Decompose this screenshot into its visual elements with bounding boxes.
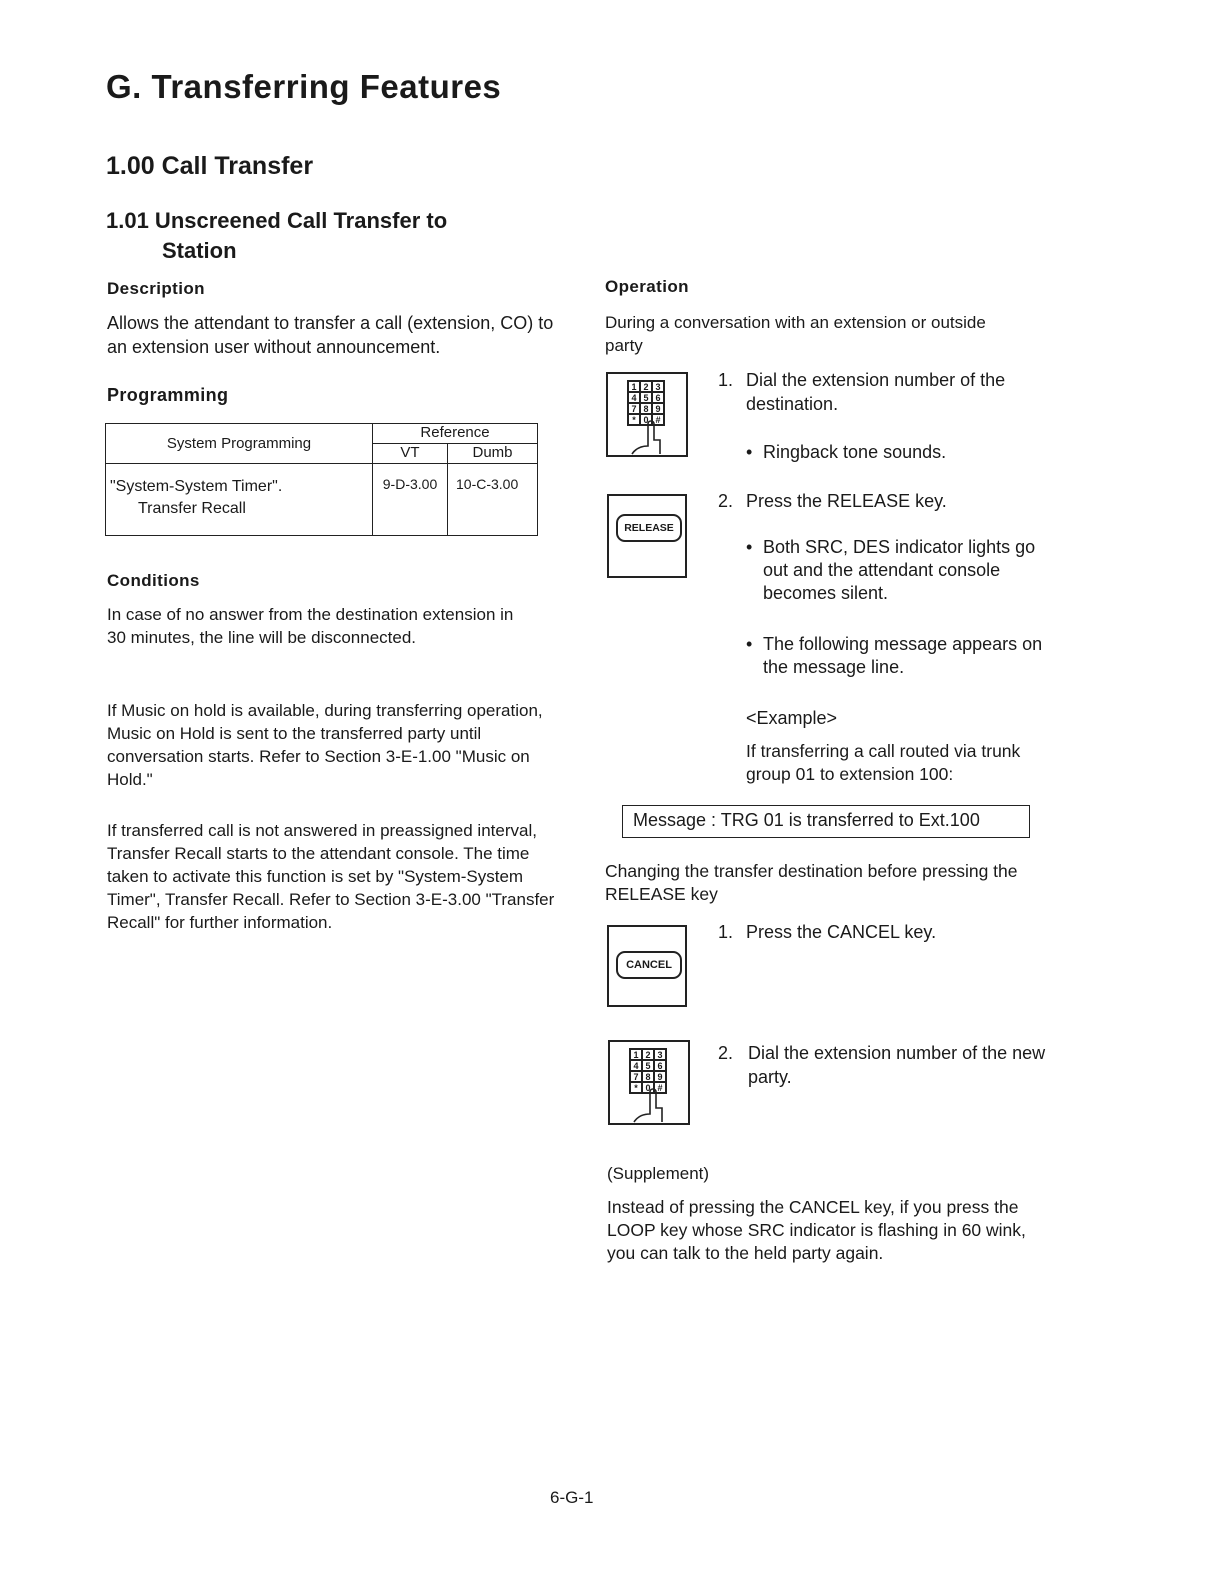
cancel-step1-text: Press the CANCEL key. bbox=[746, 922, 937, 942]
keypad-grid-2: 1 2 3 4 5 6 7 8 9 * 0 # bbox=[629, 1048, 667, 1094]
example-label: <Example> bbox=[746, 708, 838, 728]
subsection-heading-line1: 1.01 Unscreened Call Transfer to bbox=[106, 208, 448, 233]
keypad-grid: 1 2 3 4 5 6 7 8 9 * 0 # bbox=[627, 380, 665, 426]
operation-heading: Operation bbox=[605, 277, 689, 296]
supplement-label: (Supplement) bbox=[607, 1164, 710, 1183]
step2-bullet2-marker: • bbox=[746, 634, 753, 654]
table-cell-vt: 9-D-3.00 bbox=[373, 464, 448, 536]
conditions-p1: In case of no answer from the destination extension in 30 minutes, the line will be disconnected. bbox=[107, 605, 514, 647]
subsection-heading-line2: Station bbox=[162, 238, 237, 263]
release-key-icon bbox=[607, 494, 687, 578]
table-header-vt: VT bbox=[373, 444, 448, 464]
release-key-label: RELEASE bbox=[616, 514, 682, 542]
section-heading: 1.00 Call Transfer bbox=[106, 152, 314, 180]
cancel-step1-number: 1. bbox=[718, 922, 734, 942]
step2-bullet2: The following message appears on the message line. bbox=[763, 634, 1043, 677]
conditions-p2: If Music on hold is available, during transferring operation, Music on Hold is sent to the transferred party until conversation starts. Refer to Section 3-E-1.00 "Music on Hold." bbox=[107, 701, 543, 789]
table-header-system: System Programming bbox=[106, 424, 373, 464]
step1-number: 1. bbox=[718, 370, 734, 390]
programming-table bbox=[105, 423, 538, 536]
page-title: G. Transferring Features bbox=[106, 68, 502, 105]
message-display: Message : TRG 01 is transferred to Ext.100 bbox=[622, 805, 1030, 838]
step1-text: Dial the extension number of the destination. bbox=[746, 370, 1006, 414]
step2-bullet1: Both SRC, DES indicator lights go out and the attendant console becomes silent. bbox=[763, 537, 1036, 603]
example-text: If transferring a call routed via trunk group 01 to extension 100: bbox=[746, 741, 1021, 784]
table-header-dumb: Dumb bbox=[448, 444, 538, 464]
cancel-key-label: CANCEL bbox=[616, 951, 682, 979]
changing-intro: Changing the transfer destination before pressing the RELEASE key bbox=[605, 861, 1018, 904]
conditions-p3: If transferred call is not answered in preassigned interval, Transfer Recall starts to the attendant console. The time taken to activate this function is set by "System-System Timer", Transfer Recall. Refer to Section 3-E-3.00 "Transfer Recall" for further information. bbox=[107, 821, 555, 932]
step2-text: Press the RELEASE key. bbox=[746, 491, 947, 511]
table-row-label: "System-System Timer". Transfer Recall bbox=[106, 464, 373, 536]
supplement-text: Instead of pressing the CANCEL key, if you press the LOOP key whose SRC indicator is flashing in 60 wink, you can talk to the held party again. bbox=[607, 1197, 1026, 1263]
keypad-icon bbox=[606, 372, 688, 457]
pointing-finger-icon-2 bbox=[628, 1086, 678, 1124]
page-number: 6-G-1 bbox=[550, 1488, 594, 1507]
pointing-finger-icon bbox=[626, 418, 676, 456]
step2-bullet1-marker: • bbox=[746, 537, 753, 557]
keypad-icon-2 bbox=[608, 1040, 690, 1125]
step2-number: 2. bbox=[718, 491, 734, 511]
cancel-step2-text: Dial the extension number of the new party. bbox=[748, 1043, 1046, 1087]
operation-intro: During a conversation with an extension or outside party bbox=[605, 313, 986, 355]
table-cell-dumb: 10-C-3.00 bbox=[448, 464, 538, 536]
table-header-reference: Reference bbox=[373, 424, 538, 444]
cancel-key-icon bbox=[607, 925, 687, 1007]
step1-bullet: Ringback tone sounds. bbox=[763, 442, 947, 462]
description-heading: Description bbox=[107, 279, 205, 298]
cancel-step2-number: 2. bbox=[718, 1043, 734, 1063]
step1-bullet-marker: • bbox=[746, 442, 753, 462]
description-text: Allows the attendant to transfer a call (extension, CO) to an extension user without announcement. bbox=[107, 313, 554, 357]
conditions-heading: Conditions bbox=[107, 571, 200, 590]
programming-heading: Programming bbox=[107, 385, 229, 405]
